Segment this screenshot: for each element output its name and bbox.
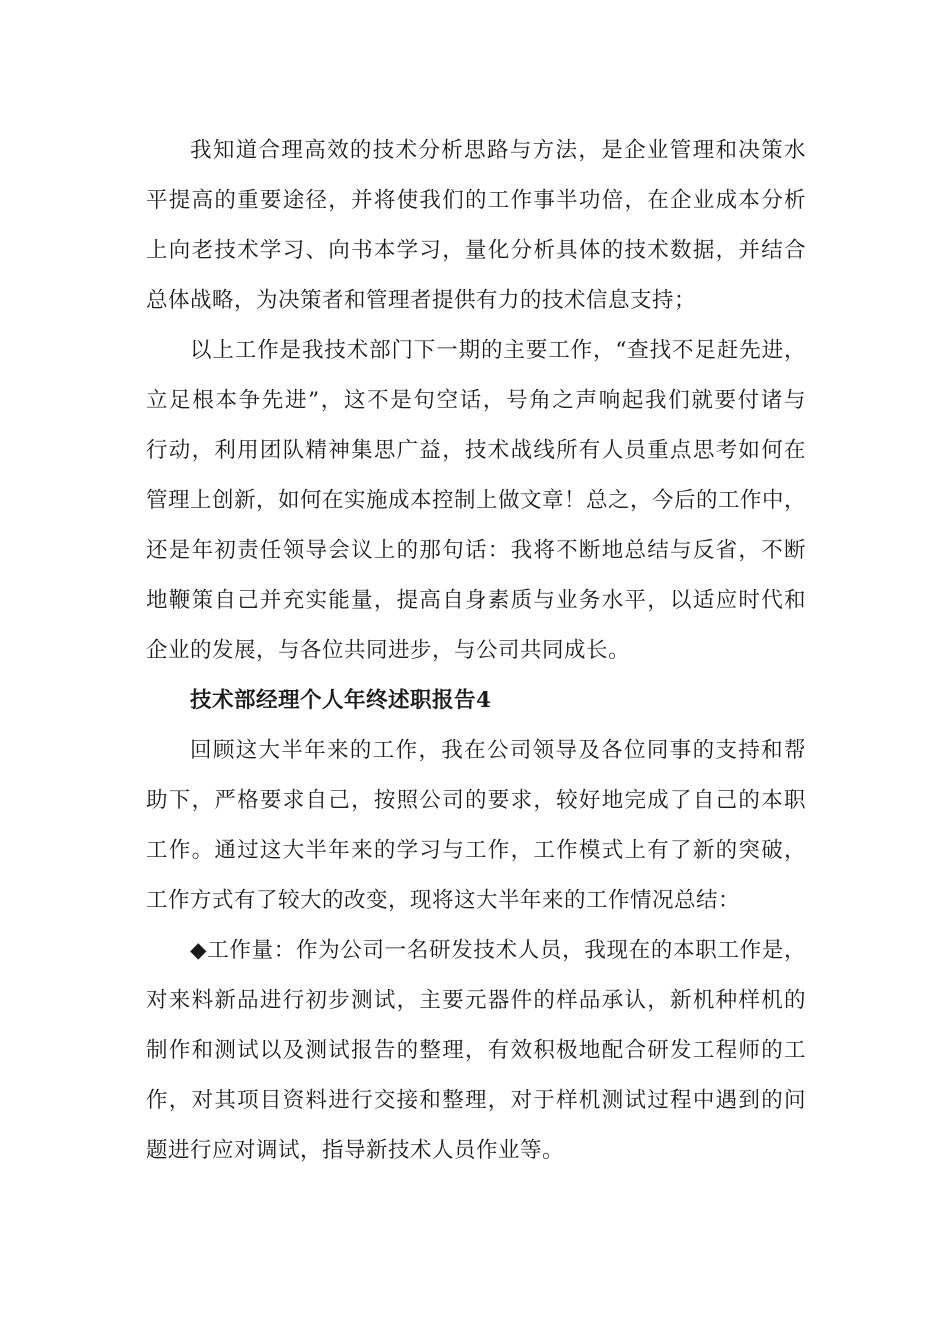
paragraph-3-line-3: 工作。通过这大半年来的学习与工作，工作模式上有了新的突破， <box>146 838 806 863</box>
paragraph-4-line-5: 题进行应对调试，指导新技术人员作业等。 <box>146 1138 565 1163</box>
paragraph-2-line-4: 管理上创新，如何在实施成本控制上做文章！总之，今后的工作中， <box>146 488 806 513</box>
paragraph-1-line-2: 平提高的重要途径，并将使我们的工作事半功倍，在企业成本分析 <box>146 188 806 213</box>
paragraph-4-line-3: 制作和测试以及测试报告的整理，有效积极地配合研发工程师的工 <box>146 1038 806 1063</box>
paragraph-2-line-7: 企业的发展，与各位共同进步，与公司共同成长。 <box>146 638 631 663</box>
paragraph-2-line-6: 地鞭策自己并充实能量，提高自身素质与业务水平，以适应时代和 <box>146 588 806 613</box>
paragraph-4-line-2: 对来料新品进行初步测试，主要元器件的样品承认，新机种样机的 <box>146 988 806 1013</box>
paragraph-3-line-4: 工作方式有了较大的改变，现将这大半年来的工作情况总结： <box>146 888 741 913</box>
paragraph-1-line-4: 总体战略，为决策者和管理者提供有力的技术信息支持； <box>146 288 697 313</box>
paragraph-2-line-2: 立足根本争先进”，这不是句空话，号角之声响起我们就要付诸与 <box>146 388 806 413</box>
paragraph-3-line-2: 助下，严格要求自己，按照公司的要求，较好地完成了自己的本职 <box>146 788 806 813</box>
paragraph-4-line-4: 作，对其项目资料进行交接和整理，对于样机测试过程中遇到的问 <box>146 1088 806 1113</box>
section-heading: 技术部经理个人年终述职报告4 <box>190 688 492 713</box>
paragraph-4-line-1: ◆工作量：作为公司一名研发技术人员，我现在的本职工作是， <box>190 938 806 963</box>
paragraph-2-line-5: 还是年初责任领导会议上的那句话：我将不断地总结与反省，不断 <box>146 538 806 563</box>
paragraph-1-line-1: 我知道合理高效的技术分析思路与方法，是企业管理和决策水 <box>190 138 806 163</box>
paragraph-2-line-1: 以上工作是我技术部门下一期的主要工作，“查找不足赶先进， <box>190 338 806 363</box>
paragraph-1-line-3: 上向老技术学习、向书本学习，量化分析具体的技术数据，并结合 <box>146 238 806 263</box>
paragraph-3-line-1: 回顾这大半年来的工作，我在公司领导及各位同事的支持和帮 <box>190 738 806 763</box>
paragraph-2-line-3: 行动，利用团队精神集思广益，技术战线所有人员重点思考如何在 <box>146 438 806 463</box>
